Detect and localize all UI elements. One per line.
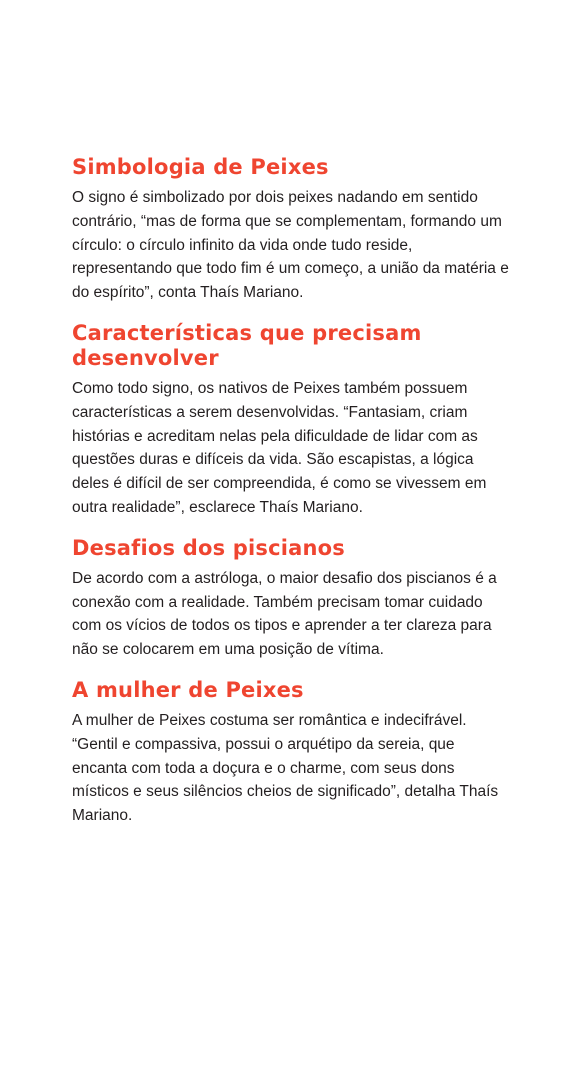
section-caracteristicas (72, 321, 512, 520)
article-content (72, 155, 512, 828)
section-paragraph: De acordo com a astróloga, o maior desafio dos piscianos é a conexão com a realidade. Também precisam tomar cuidado com os vícios de todos os tipos e aprender a ter clareza para não se colocarem em uma posição de vítima. (72, 569, 497, 659)
section-heading: Simbologia de Peixes (72, 155, 329, 179)
section-heading: Desafios dos piscianos (72, 535, 346, 560)
section-paragraph: A mulher de Peixes costuma ser romântica e indecifrável. “Gentil e compassiva, possui o arquétipo da sereia, que encanta com toda a doçura e o charme, com seus dons místicos e seus silêncios cheios de significado”, detalha Thaís Mariano. (72, 711, 499, 825)
section-heading: Características que precisam desenvolver (72, 320, 422, 370)
section-paragraph: O signo é simbolizado por dois peixes nadando em sentido contrário, “mas de forma que se complementam, formando um círculo: o círculo infinito da vida onde tudo reside, representando que todo fim é um começo, a união da matéria e do espírito”, conta Thaís Mariano. (72, 189, 509, 302)
section-paragraph: Como todo signo, os nativos de Peixes também possuem características a serem desenvolvidas. “Fantasiam, criam histórias e acreditam nelas pela dificuldade de lidar com as questões duras e difíceis da vida. São escapistas, a lógica deles é difícil de ser compreendida, é como se vivessem em outra realidade”, esclarece Thaís Mariano. (72, 379, 487, 516)
section-heading: A mulher de Peixes (72, 677, 304, 702)
section-mulher (72, 678, 512, 828)
section-simbologia (72, 155, 512, 305)
section-desafios (72, 536, 512, 662)
